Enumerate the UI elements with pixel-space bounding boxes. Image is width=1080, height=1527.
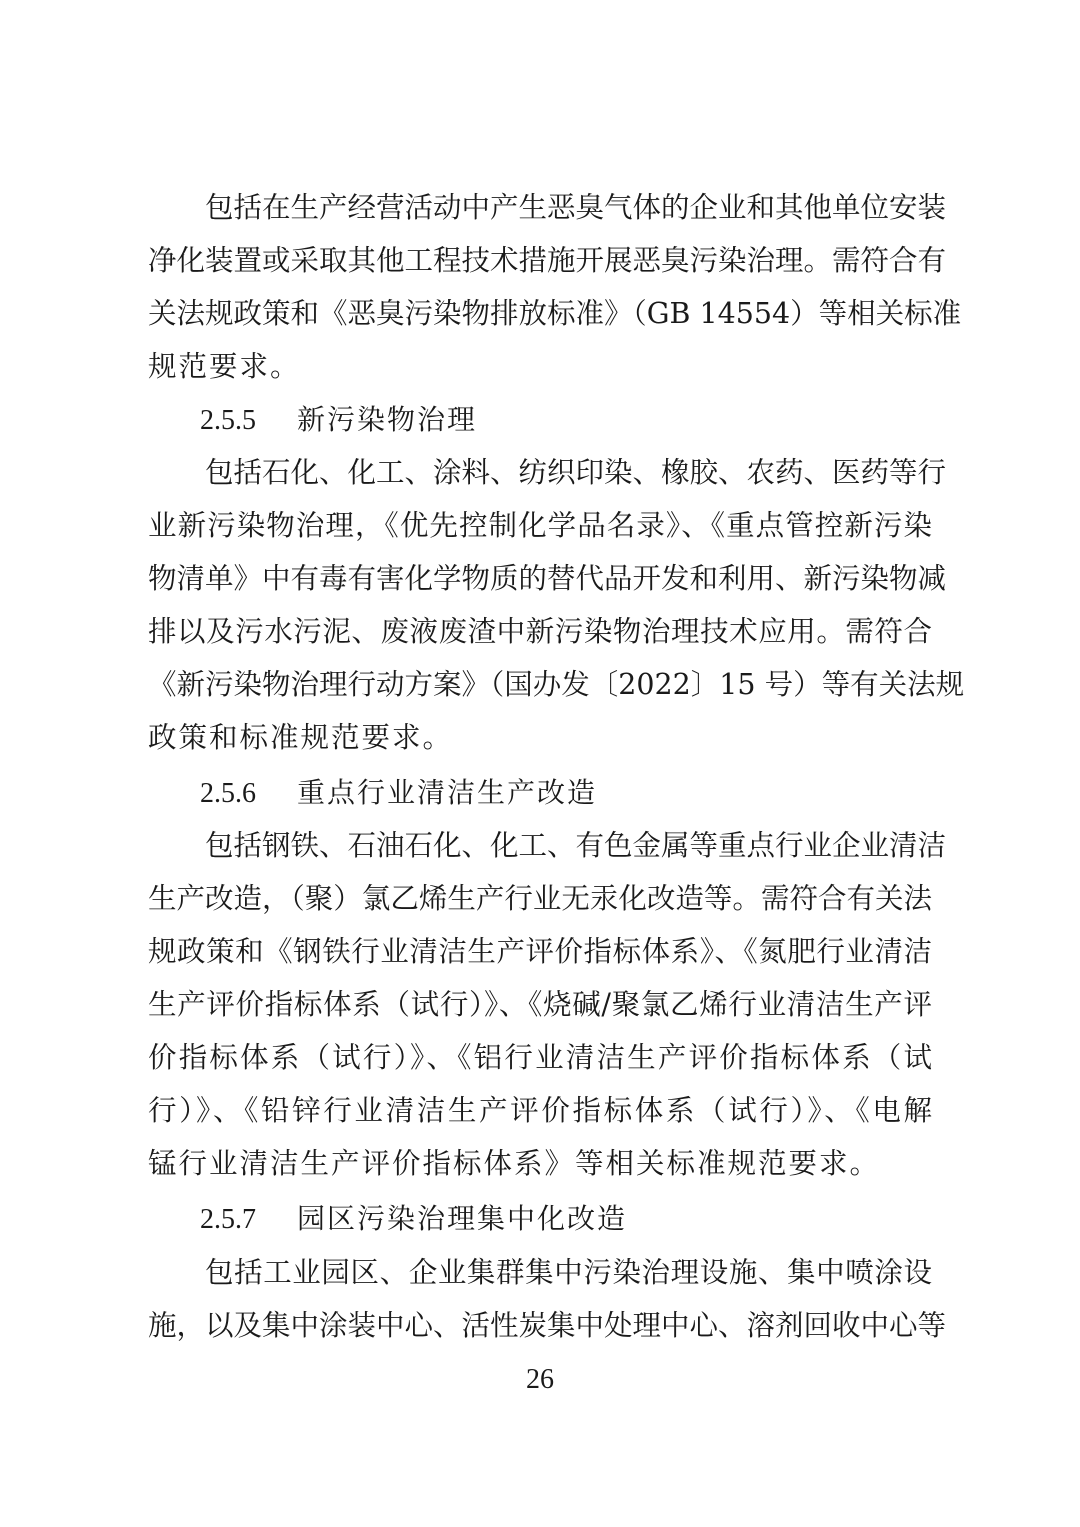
paragraph-line: 生产改造，（聚）氯乙烯生产行业无汞化改造等。需符合有关法 (148, 882, 932, 915)
section-title: 园区污染治理集中化改造 (297, 1202, 628, 1235)
paragraph-line: 包括钢铁、石油石化、化工、有色金属等重点行业企业清洁 (205, 829, 947, 862)
paragraph-line: 包括工业园区、企业集群集中污染治理设施、集中喷涂设 (205, 1256, 932, 1289)
section-number: 2.5.7 (200, 1204, 256, 1235)
paragraph-line: 净化装置或采取其他工程技术措施开展恶臭污染治理。需符合有 (148, 244, 947, 277)
paragraph-line: 包括在生产经营活动中产生恶臭气体的企业和其他单位安装 (205, 191, 947, 224)
paragraph-line: 物清单》中有毒有害化学物质的替代品开发和利用、新污染物减 (148, 562, 947, 595)
paragraph-line: 规政策和《钢铁行业清洁生产评价指标体系》、《氮肥行业清洁 (148, 935, 932, 968)
section-heading-2-5-5 (200, 400, 477, 441)
paragraph-line: 包括石化、化工、涂料、纺织印染、橡胶、农药、医药等行 (205, 456, 947, 489)
paragraph-line: 排以及污水污泥、废液废渣中新污染物治理技术应用。需符合 (148, 615, 932, 648)
section-title: 新污染物治理 (297, 403, 478, 436)
paragraph-line: 锰行业清洁生产评价指标体系》等相关标准规范要求。 (148, 1147, 881, 1180)
section-number: 2.5.6 (200, 778, 256, 809)
paragraph-line: 规范要求。 (148, 350, 301, 383)
paragraph-line: 生产评价指标体系（试行）》、《烧碱/聚氯乙烯行业清洁生产评 (148, 988, 932, 1021)
paragraph-line: 《新污染物治理行动方案》（国办发〔2022〕15 号）等有关法规 (148, 668, 965, 701)
section-number: 2.5.5 (200, 405, 256, 436)
section-heading-2-5-6 (200, 773, 597, 814)
paragraph-line: 行）》、《铅锌行业清洁生产评价指标体系（试行）》、《电解 (148, 1094, 932, 1127)
paragraph-line: 政策和标准规范要求。 (148, 721, 454, 754)
paragraph-line: 施，以及集中涂装中心、活性炭集中处理中心、溶剂回收中心等 (148, 1309, 947, 1342)
paragraph-line: 价指标体系（试行）》、《铝行业清洁生产评价指标体系（试 (148, 1041, 932, 1074)
section-heading-2-5-7 (200, 1199, 627, 1240)
section-title: 重点行业清洁生产改造 (297, 776, 598, 809)
page-number: 26 (526, 1364, 554, 1395)
paragraph-line: 关法规政策和《恶臭污染物排放标准》（GB 14554）等相关标准 (148, 297, 962, 330)
paragraph-line: 业新污染物治理，《优先控制化学品名录》、《重点管控新污染 (148, 509, 932, 542)
